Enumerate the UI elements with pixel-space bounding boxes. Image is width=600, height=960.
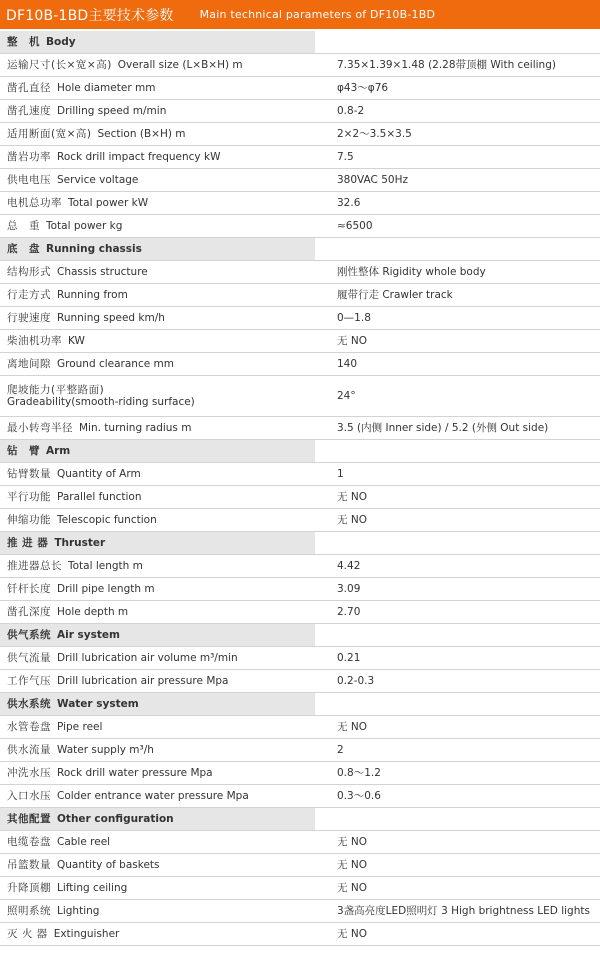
parameter-value: 1 <box>316 463 600 486</box>
parameter-name-cn: 供电电压 <box>7 174 51 186</box>
parameter-value: 32.6 <box>316 192 600 215</box>
parameter-name-en: Chassis structure <box>57 266 148 278</box>
parameter-name-en: Thruster <box>54 537 106 549</box>
parameter-name-en: Cable reel <box>57 836 111 848</box>
parameter-value: φ43～φ76 <box>316 77 600 100</box>
parameter-name-en: Gradeability(smooth-riding surface) <box>7 396 195 408</box>
parameter-name-cn: 供气流量 <box>7 652 51 664</box>
parameter-name-en: Arm <box>46 445 71 457</box>
parameter-name-en: Colder entrance water pressure Mpa <box>57 790 249 802</box>
parameter-name-en: Body <box>46 36 76 48</box>
parameter-value: 3盏高亮度LED照明灯 3 High brightness LED lights <box>316 900 600 923</box>
parameter-value: 刚性整体 Rigidity whole body <box>316 261 600 284</box>
parameter-value: 无 NO <box>316 877 600 900</box>
parameter-name-en: Overall size (L×B×H) m <box>117 59 243 71</box>
table-row <box>0 307 600 330</box>
parameter-value: 无 NO <box>316 716 600 739</box>
parameter-name-cn: 吊篮数量 <box>7 859 51 871</box>
parameter-name-cell <box>0 376 316 417</box>
parameter-name-en: Running from <box>57 289 128 301</box>
parameter-value <box>316 440 600 463</box>
parameter-name-cn: 入口水压 <box>7 790 51 802</box>
parameter-name-cell <box>0 463 316 486</box>
parameter-name-cell <box>0 854 316 877</box>
parameter-name-en: Drill lubrication air pressure Mpa <box>57 675 229 687</box>
parameter-name-cell <box>0 330 316 353</box>
parameter-name-cell <box>0 785 316 808</box>
parameter-name-cell <box>0 647 316 670</box>
section-row <box>0 238 600 261</box>
parameter-name-cell <box>0 693 316 716</box>
parameter-name-cn: 推进器总长 <box>7 560 62 572</box>
parameter-value: 无 NO <box>316 854 600 877</box>
parameter-name-cn: 钻 臂 <box>7 445 40 457</box>
table-row <box>0 739 600 762</box>
section-row <box>0 31 600 54</box>
parameters-table-body <box>0 31 600 946</box>
table-row <box>0 353 600 376</box>
parameter-name-cell <box>0 146 316 169</box>
parameter-name-en: Water supply m³/h <box>57 744 154 756</box>
parameter-name-cell <box>0 284 316 307</box>
parameter-name-cn: 运输尺寸(长×宽×高) <box>7 59 112 71</box>
parameter-value <box>316 532 600 555</box>
parameter-name-cn: 照明系统 <box>7 905 51 917</box>
parameter-value: 0.21 <box>316 647 600 670</box>
parameter-name-cell <box>0 54 316 77</box>
parameter-name-cn: 结构形式 <box>7 266 51 278</box>
parameter-value: 无 NO <box>316 509 600 532</box>
parameter-name-cn: 行驶速度 <box>7 312 51 324</box>
table-row <box>0 330 600 353</box>
parameter-name-cell <box>0 578 316 601</box>
parameter-name-cell <box>0 716 316 739</box>
parameter-value <box>316 624 600 647</box>
parameter-name-en: Ground clearance mm <box>57 358 174 370</box>
parameter-name-cell <box>0 238 316 261</box>
parameter-name-en: Service voltage <box>57 174 139 186</box>
parameter-name-cell <box>0 762 316 785</box>
parameter-value: 无 NO <box>316 923 600 946</box>
parameter-name-en: Running chassis <box>46 243 142 255</box>
parameter-name-cn: 凿孔直径 <box>7 82 51 94</box>
parameter-name-cell <box>0 808 316 831</box>
parameter-name-en: Other configuration <box>57 813 174 825</box>
parameter-name-en: Min. turning radius m <box>79 422 192 434</box>
parameter-value: 3.09 <box>316 578 600 601</box>
parameter-name-cell <box>0 739 316 762</box>
parameter-value <box>316 693 600 716</box>
table-row <box>0 100 600 123</box>
parameter-name-en: Running speed km/h <box>57 312 165 324</box>
parameter-name-cell <box>0 100 316 123</box>
parameter-name-cell <box>0 601 316 624</box>
parameter-value: 7.5 <box>316 146 600 169</box>
parameter-name-cell <box>0 77 316 100</box>
parameter-value: 0.8～1.2 <box>316 762 600 785</box>
section-row <box>0 532 600 555</box>
parameter-value <box>316 31 600 54</box>
parameter-name-cell <box>0 215 316 238</box>
parameter-name-cn: 灭 火 器 <box>7 928 48 940</box>
table-row <box>0 762 600 785</box>
parameter-name-cn: 总 重 <box>7 220 40 232</box>
parameter-name-cell <box>0 192 316 215</box>
parameter-name-en: Drill pipe length m <box>57 583 155 595</box>
parameter-name-cell <box>0 261 316 284</box>
table-row <box>0 463 600 486</box>
parameter-name-en: Water system <box>57 698 139 710</box>
parameter-name-cell <box>0 353 316 376</box>
parameter-name-cn: 伸缩功能 <box>7 514 51 526</box>
parameter-name-cn: 爬坡能力(平整路面) <box>7 384 105 396</box>
parameter-value: 履带行走 Crawler track <box>316 284 600 307</box>
parameter-name-en: Section (B×H) m <box>97 128 186 140</box>
table-row <box>0 77 600 100</box>
parameter-name-en: Lighting <box>57 905 100 917</box>
parameter-name-cell <box>0 417 316 440</box>
section-row <box>0 440 600 463</box>
parameter-value: 2.70 <box>316 601 600 624</box>
table-row <box>0 146 600 169</box>
table-row <box>0 877 600 900</box>
parameter-name-en: Total power kW <box>68 197 149 209</box>
table-row <box>0 785 600 808</box>
parameter-name-en: Total power kg <box>46 220 123 232</box>
parameter-name-cn: 钎杆长度 <box>7 583 51 595</box>
parameter-name-cn: 凿岩功率 <box>7 151 51 163</box>
parameter-name-cell <box>0 831 316 854</box>
parameter-name-en: Telescopic function <box>57 514 157 526</box>
table-row <box>0 831 600 854</box>
parameter-value: 无 NO <box>316 486 600 509</box>
parameter-name-cell <box>0 307 316 330</box>
parameter-value: 无 NO <box>316 330 600 353</box>
parameter-name-cell <box>0 440 316 463</box>
parameter-name-cn: 电缆卷盘 <box>7 836 51 848</box>
parameter-name-en: Pipe reel <box>57 721 103 733</box>
parameter-name-cn: 供水流量 <box>7 744 51 756</box>
parameter-name-cn: 离地间隙 <box>7 358 51 370</box>
table-row <box>0 169 600 192</box>
parameter-name-cell <box>0 31 316 54</box>
parameter-value: 2×2～3.5×3.5 <box>316 123 600 146</box>
parameter-name-en: Hole depth m <box>57 606 129 618</box>
table-row <box>0 601 600 624</box>
parameter-name-cn: 凿孔深度 <box>7 606 51 618</box>
parameter-value: 无 NO <box>316 831 600 854</box>
parameter-value: 24° <box>316 376 600 417</box>
parameter-name-en: Total length m <box>68 560 143 572</box>
parameters-table <box>0 31 600 946</box>
parameter-value: ≈6500 <box>316 215 600 238</box>
parameter-name-en: Rock drill water pressure Mpa <box>57 767 213 779</box>
parameter-name-cn: 工作气压 <box>7 675 51 687</box>
parameter-name-cell <box>0 532 316 555</box>
parameter-name-en: Lifting ceiling <box>57 882 128 894</box>
page-header <box>0 0 600 29</box>
parameter-value: 3.5 (内侧 Inner side) / 5.2 (外侧 Out side) <box>316 417 600 440</box>
table-row <box>0 54 600 77</box>
parameter-name-cn: 适用断面(宽×高) <box>7 128 92 140</box>
parameter-name-en: Drill lubrication air volume m³/min <box>57 652 238 664</box>
parameter-name-cn: 电机总功率 <box>7 197 62 209</box>
parameter-value: 0.2-0.3 <box>316 670 600 693</box>
table-row <box>0 123 600 146</box>
table-row <box>0 486 600 509</box>
table-row <box>0 923 600 946</box>
table-row <box>0 215 600 238</box>
parameter-name-cn: 升降顶棚 <box>7 882 51 894</box>
section-row <box>0 624 600 647</box>
table-row <box>0 192 600 215</box>
parameter-name-en: Rock drill impact frequency kW <box>57 151 221 163</box>
parameter-value: 140 <box>316 353 600 376</box>
parameter-value: 4.42 <box>316 555 600 578</box>
parameter-name-en: Extinguisher <box>53 928 120 940</box>
table-row <box>0 716 600 739</box>
parameter-name-cell <box>0 123 316 146</box>
title-cn: DF10B-1BD主要技术参数 <box>6 7 174 24</box>
parameter-name-cn: 底 盘 <box>7 243 40 255</box>
table-row <box>0 555 600 578</box>
parameter-name-en: Drilling speed m/min <box>57 105 167 117</box>
parameter-name-cn: 冲洗水压 <box>7 767 51 779</box>
parameter-name-cn: 水管卷盘 <box>7 721 51 733</box>
parameter-name-cell <box>0 877 316 900</box>
parameter-name-cell <box>0 169 316 192</box>
table-row <box>0 376 600 417</box>
parameter-name-cell <box>0 670 316 693</box>
parameter-value: 0.3～0.6 <box>316 785 600 808</box>
section-row <box>0 693 600 716</box>
table-row <box>0 509 600 532</box>
table-row <box>0 417 600 440</box>
parameter-name-cn: 最小转弯半径 <box>7 422 73 434</box>
parameter-value <box>316 238 600 261</box>
parameter-name-cn: 行走方式 <box>7 289 51 301</box>
parameter-name-en: Quantity of Arm <box>57 468 141 480</box>
parameter-value <box>316 808 600 831</box>
table-row <box>0 670 600 693</box>
parameter-value: 7.35×1.39×1.48 (2.28带顶棚 With ceiling) <box>316 54 600 77</box>
parameter-name-cell <box>0 900 316 923</box>
table-row <box>0 900 600 923</box>
parameter-value: 380VAC 50Hz <box>316 169 600 192</box>
table-row <box>0 578 600 601</box>
table-row <box>0 647 600 670</box>
table-row <box>0 261 600 284</box>
parameter-name-cell <box>0 923 316 946</box>
parameter-name-en: Quantity of baskets <box>57 859 160 871</box>
parameter-name-cn: 柴油机功率 <box>7 335 62 347</box>
parameter-name-cn: 供气系统 <box>7 629 51 641</box>
parameter-name-cn: 推 进 器 <box>7 537 49 549</box>
parameter-name-cn: 整 机 <box>7 36 40 48</box>
parameter-value: 0—1.8 <box>316 307 600 330</box>
parameter-name-cn: 凿孔速度 <box>7 105 51 117</box>
parameter-name-cell <box>0 624 316 647</box>
section-row <box>0 808 600 831</box>
parameter-value: 0.8-2 <box>316 100 600 123</box>
table-row <box>0 284 600 307</box>
parameter-name-en: KW <box>68 335 85 347</box>
parameter-name-en: Hole diameter mm <box>57 82 156 94</box>
parameter-name-cn: 其他配置 <box>7 813 51 825</box>
table-row <box>0 854 600 877</box>
parameter-name-cell <box>0 509 316 532</box>
parameter-name-cn: 平行功能 <box>7 491 51 503</box>
parameter-name-cn: 供水系统 <box>7 698 51 710</box>
parameter-value: 2 <box>316 739 600 762</box>
parameter-name-en: Air system <box>57 629 120 641</box>
title-en: Main technical parameters of DF10B-1BD <box>199 8 436 21</box>
parameter-name-cell <box>0 555 316 578</box>
parameter-name-en: Parallel function <box>57 491 142 503</box>
parameter-name-cell <box>0 486 316 509</box>
parameter-name-cn: 钻臂数量 <box>7 468 51 480</box>
